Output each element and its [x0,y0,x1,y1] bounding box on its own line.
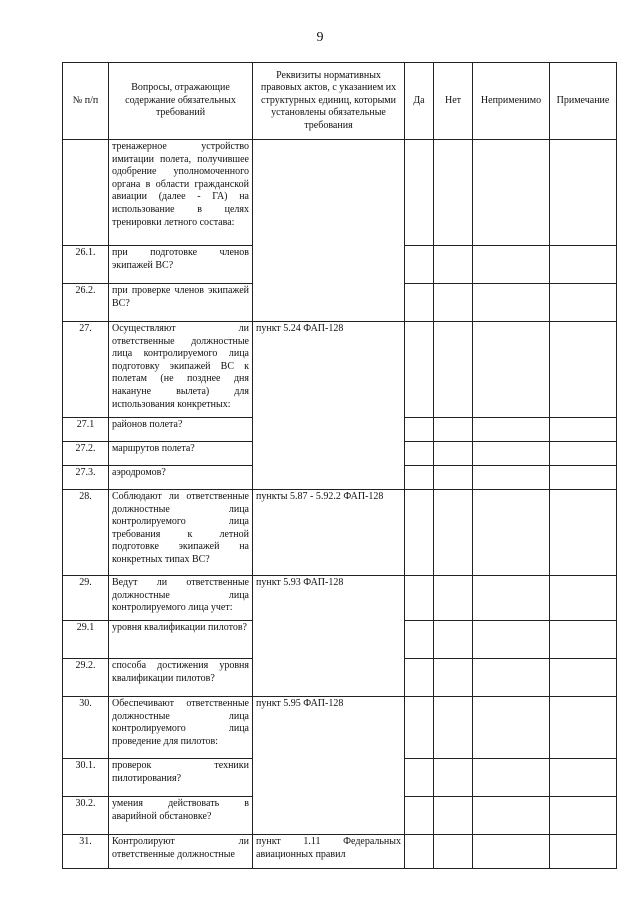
answer-not-applicable-cell[interactable] [473,442,550,466]
answer-not-applicable-cell[interactable] [473,576,550,621]
page-number: 9 [316,30,324,45]
answer-no-cell[interactable] [434,659,473,697]
table-row [63,322,617,418]
row-reference: пункт 5.24 ФАП-128 [253,322,405,490]
answer-yes-cell[interactable] [405,322,434,418]
table-row [63,697,617,759]
row-number: 30. [63,697,109,759]
header-questions: Вопросы, отражающие содержание обязательных требований [109,63,253,140]
answer-yes-cell[interactable] [405,576,434,621]
row-question: маршрутов полета? [109,442,253,466]
answer-not-applicable-cell[interactable] [473,659,550,697]
checklist-table [62,62,617,869]
row-reference [253,140,405,322]
row-number: 30.1. [63,759,109,797]
note-cell[interactable] [550,490,617,576]
answer-not-applicable-cell[interactable] [473,835,550,869]
header-not-applicable: Неприменимо [473,63,550,140]
answer-yes-cell[interactable] [405,140,434,246]
row-number: 29.1 [63,621,109,659]
answer-no-cell[interactable] [434,442,473,466]
table-row [63,835,617,869]
answer-yes-cell[interactable] [405,697,434,759]
answer-no-cell[interactable] [434,576,473,621]
answer-no-cell[interactable] [434,284,473,322]
row-question: умения действовать в аварийной обстановке? [109,797,253,835]
row-question: аэродромов? [109,466,253,490]
row-reference: пункт 1.11 Федеральных авиационных правил [253,835,405,869]
note-cell[interactable] [550,835,617,869]
note-cell[interactable] [550,284,617,322]
answer-yes-cell[interactable] [405,418,434,442]
note-cell[interactable] [550,576,617,621]
note-cell[interactable] [550,442,617,466]
note-cell[interactable] [550,466,617,490]
answer-yes-cell[interactable] [405,797,434,835]
answer-not-applicable-cell[interactable] [473,621,550,659]
row-question: районов полета? [109,418,253,442]
table-row [63,490,617,576]
row-reference: пункт 5.95 ФАП-128 [253,697,405,835]
answer-no-cell[interactable] [434,246,473,284]
row-number: 30.2. [63,797,109,835]
answer-yes-cell[interactable] [405,246,434,284]
note-cell[interactable] [550,697,617,759]
header-no: Нет [434,63,473,140]
row-number: 26.2. [63,284,109,322]
row-question: при проверке членов экипажей ВС? [109,284,253,322]
row-reference: пункт 5.93 ФАП-128 [253,576,405,697]
answer-not-applicable-cell[interactable] [473,140,550,246]
row-question: Осуществляют ли ответственные должностные лица контролируемого лица подготовку экипажей ВС к полетам (не позднее дня накануне вылета) для использования конкретных: [109,322,253,418]
row-question: тренажерное устройство имитации полета, получившее одобрение уполномоченного органа в области гражданской авиации (далее - ГА) на использование в целях тренировки летного состава: [109,140,253,246]
header-note: Примечание [550,63,617,140]
answer-not-applicable-cell[interactable] [473,490,550,576]
note-cell[interactable] [550,140,617,246]
header-row [63,63,617,140]
answer-yes-cell[interactable] [405,490,434,576]
answer-yes-cell[interactable] [405,621,434,659]
row-question: проверок техники пилотирования? [109,759,253,797]
answer-yes-cell[interactable] [405,659,434,697]
note-cell[interactable] [550,418,617,442]
answer-no-cell[interactable] [434,835,473,869]
answer-not-applicable-cell[interactable] [473,284,550,322]
answer-yes-cell[interactable] [405,284,434,322]
answer-not-applicable-cell[interactable] [473,697,550,759]
table-row [63,576,617,621]
header-num: № п/п [63,63,109,140]
row-number: 31. [63,835,109,869]
row-number: 29.2. [63,659,109,697]
answer-not-applicable-cell[interactable] [473,246,550,284]
row-question: при подготовке членов экипажей ВС? [109,246,253,284]
row-question: уровня квалификации пилотов? [109,621,253,659]
row-number: 28. [63,490,109,576]
note-cell[interactable] [550,621,617,659]
note-cell[interactable] [550,797,617,835]
row-number: 27.2. [63,442,109,466]
answer-no-cell[interactable] [434,490,473,576]
header-yes: Да [405,63,434,140]
row-number: 26.1. [63,246,109,284]
note-cell[interactable] [550,659,617,697]
answer-not-applicable-cell[interactable] [473,322,550,418]
answer-not-applicable-cell[interactable] [473,418,550,442]
answer-not-applicable-cell[interactable] [473,797,550,835]
answer-no-cell[interactable] [434,322,473,418]
row-question: Контролируют ли ответственные должностные [109,835,253,869]
answer-no-cell[interactable] [434,466,473,490]
row-question: Соблюдают ли ответственные должностные лица контролируемого лица требования к летной подготовке экипажей на конкретных типах ВС? [109,490,253,576]
row-question: Ведут ли ответственные должностные лица контролируемого лица учет: [109,576,253,621]
row-number: 27. [63,322,109,418]
answer-yes-cell[interactable] [405,442,434,466]
answer-no-cell[interactable] [434,697,473,759]
answer-not-applicable-cell[interactable] [473,759,550,797]
answer-no-cell[interactable] [434,797,473,835]
answer-yes-cell[interactable] [405,759,434,797]
row-question: способа достижения уровня квалификации пилотов? [109,659,253,697]
row-number [63,140,109,246]
answer-no-cell[interactable] [434,759,473,797]
answer-not-applicable-cell[interactable] [473,466,550,490]
answer-no-cell[interactable] [434,621,473,659]
answer-no-cell[interactable] [434,140,473,246]
note-cell[interactable] [550,759,617,797]
row-question: Обеспечивают ответственные должностные лица контролируемого лица проведение для пилотов: [109,697,253,759]
header-requisites: Реквизиты нормативных правовых актов, с указанием их структурных единиц, которыми установлены обязательные требования [253,63,405,140]
row-reference: пункты 5.87 - 5.92.2 ФАП-128 [253,490,405,576]
answer-yes-cell[interactable] [405,835,434,869]
note-cell[interactable] [550,246,617,284]
answer-no-cell[interactable] [434,418,473,442]
table-row [63,140,617,246]
note-cell[interactable] [550,322,617,418]
row-number: 27.1 [63,418,109,442]
row-number: 29. [63,576,109,621]
answer-yes-cell[interactable] [405,466,434,490]
row-number: 27.3. [63,466,109,490]
